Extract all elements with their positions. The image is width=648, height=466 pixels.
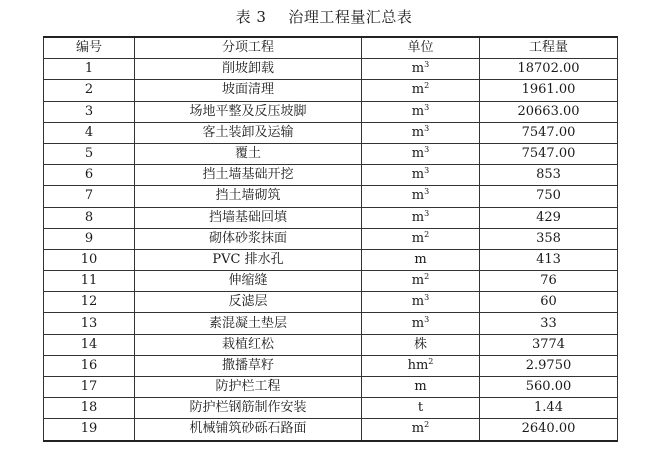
table-row bbox=[44, 59, 618, 80]
cell-item: 削坡卸载 bbox=[135, 59, 362, 80]
cell-no: 13 bbox=[44, 313, 135, 334]
table-title: 治理工程量汇总表 bbox=[288, 8, 413, 26]
unit-base: m bbox=[411, 61, 425, 77]
cell-quantity: 750 bbox=[480, 186, 618, 207]
cell-quantity: 20663.00 bbox=[480, 101, 618, 122]
table-caption bbox=[0, 6, 648, 28]
cell-quantity: 429 bbox=[480, 207, 618, 228]
header-row bbox=[44, 37, 618, 59]
cell-no: 18 bbox=[44, 398, 135, 419]
cell-unit bbox=[362, 59, 480, 80]
table-row bbox=[44, 80, 618, 101]
cell-unit bbox=[362, 80, 480, 101]
unit-exponent: 3 bbox=[424, 60, 430, 70]
cell-no: 3 bbox=[44, 101, 135, 122]
unit-base: m bbox=[411, 167, 425, 183]
table-row bbox=[44, 143, 618, 164]
unit-exponent: 3 bbox=[424, 314, 430, 324]
cell-unit bbox=[362, 313, 480, 334]
unit-base: m bbox=[411, 294, 425, 310]
unit-base: m bbox=[411, 188, 425, 204]
cell-no: 12 bbox=[44, 292, 135, 313]
header-no: 编号 bbox=[44, 37, 135, 59]
unit-base: m bbox=[414, 379, 427, 395]
header-unit: 单位 bbox=[362, 37, 480, 59]
cell-unit bbox=[362, 143, 480, 164]
table-row bbox=[44, 355, 618, 376]
table-row bbox=[44, 271, 618, 292]
cell-no: 8 bbox=[44, 207, 135, 228]
cell-unit bbox=[362, 377, 480, 398]
table-row bbox=[44, 334, 618, 355]
table-row bbox=[44, 186, 618, 207]
cell-unit bbox=[362, 419, 480, 441]
cell-unit bbox=[362, 398, 480, 419]
cell-item: 挡土墙砌筑 bbox=[135, 186, 362, 207]
cell-no: 10 bbox=[44, 249, 135, 270]
cell-item: 挡土墙基础开挖 bbox=[135, 165, 362, 186]
unit-exponent: 3 bbox=[424, 102, 430, 112]
unit-base: m bbox=[411, 146, 425, 162]
cell-unit bbox=[362, 101, 480, 122]
cell-unit bbox=[362, 122, 480, 143]
cell-no: 9 bbox=[44, 228, 135, 249]
unit-exponent: 3 bbox=[424, 293, 430, 303]
unit-exponent: 2 bbox=[424, 420, 430, 430]
unit-exponent: 3 bbox=[424, 166, 430, 176]
cell-item: 场地平整及反压坡脚 bbox=[135, 101, 362, 122]
table-row bbox=[44, 377, 618, 398]
cell-no: 6 bbox=[44, 165, 135, 186]
cell-unit bbox=[362, 292, 480, 313]
cell-no: 2 bbox=[44, 80, 135, 101]
unit-base: m bbox=[411, 273, 425, 289]
cell-quantity: 1.44 bbox=[480, 398, 618, 419]
cell-unit bbox=[362, 186, 480, 207]
unit-base: t bbox=[417, 400, 424, 416]
cell-item: 挡墙基础回填 bbox=[135, 207, 362, 228]
cell-item: 栽植红松 bbox=[135, 334, 362, 355]
cell-quantity: 2640.00 bbox=[480, 419, 618, 441]
unit-base: m bbox=[411, 124, 425, 140]
table-row bbox=[44, 101, 618, 122]
cell-item: 反滤层 bbox=[135, 292, 362, 313]
unit-base: m bbox=[411, 315, 425, 331]
unit-exponent: 2 bbox=[424, 81, 430, 91]
cell-quantity: 560.00 bbox=[480, 377, 618, 398]
cell-quantity: 7547.00 bbox=[480, 143, 618, 164]
cell-item: 防护栏工程 bbox=[135, 377, 362, 398]
header-item: 分项工程 bbox=[135, 37, 362, 59]
cell-unit bbox=[362, 355, 480, 376]
table-row bbox=[44, 292, 618, 313]
cell-unit bbox=[362, 334, 480, 355]
cell-quantity: 358 bbox=[480, 228, 618, 249]
cell-quantity: 7547.00 bbox=[480, 122, 618, 143]
table-row bbox=[44, 249, 618, 270]
unit-base: m bbox=[414, 251, 427, 267]
unit-exponent: 2 bbox=[428, 356, 434, 366]
cell-no: 5 bbox=[44, 143, 135, 164]
cell-quantity: 76 bbox=[480, 271, 618, 292]
unit-base: m bbox=[411, 209, 425, 225]
cell-unit bbox=[362, 271, 480, 292]
unit-exponent: 3 bbox=[424, 187, 430, 197]
cell-unit bbox=[362, 249, 480, 270]
unit-exponent: 2 bbox=[424, 229, 430, 239]
table-number: 表 3 bbox=[235, 8, 267, 26]
cell-no: 17 bbox=[44, 377, 135, 398]
cell-no: 11 bbox=[44, 271, 135, 292]
cell-quantity: 3774 bbox=[480, 334, 618, 355]
cell-no: 16 bbox=[44, 355, 135, 376]
unit-base: m bbox=[411, 421, 425, 437]
table-row bbox=[44, 165, 618, 186]
cell-quantity: 60 bbox=[480, 292, 618, 313]
cell-no: 7 bbox=[44, 186, 135, 207]
table-row bbox=[44, 313, 618, 334]
table-row bbox=[44, 207, 618, 228]
header-quantity: 工程量 bbox=[480, 37, 618, 59]
cell-quantity: 853 bbox=[480, 165, 618, 186]
unit-exponent: 3 bbox=[424, 208, 430, 218]
cell-item: 客土装卸及运输 bbox=[135, 122, 362, 143]
cell-item: 伸缩缝 bbox=[135, 271, 362, 292]
cell-unit bbox=[362, 228, 480, 249]
cell-quantity: 2.9750 bbox=[480, 355, 618, 376]
cell-item: 坡面清理 bbox=[135, 80, 362, 101]
cell-item: 素混凝土垫层 bbox=[135, 313, 362, 334]
table-row bbox=[44, 419, 618, 441]
cell-quantity: 33 bbox=[480, 313, 618, 334]
cell-item: 防护栏钢筋制作安装 bbox=[135, 398, 362, 419]
cell-quantity: 413 bbox=[480, 249, 618, 270]
cell-item: 机械铺筑砂砾石路面 bbox=[135, 419, 362, 441]
cell-quantity: 18702.00 bbox=[480, 59, 618, 80]
cell-no: 19 bbox=[44, 419, 135, 441]
cell-item: PVC 排水孔 bbox=[135, 249, 362, 270]
cell-unit bbox=[362, 165, 480, 186]
cell-no: 14 bbox=[44, 334, 135, 355]
table-row bbox=[44, 228, 618, 249]
table-row bbox=[44, 122, 618, 143]
cell-unit bbox=[362, 207, 480, 228]
cell-item: 砌体砂浆抹面 bbox=[135, 228, 362, 249]
unit-exponent: 3 bbox=[424, 123, 430, 133]
unit-base: m bbox=[411, 82, 425, 98]
table-row bbox=[44, 398, 618, 419]
unit-exponent: 3 bbox=[424, 145, 430, 155]
unit-base: 株 bbox=[413, 336, 427, 352]
quantity-table bbox=[43, 36, 618, 442]
unit-exponent: 2 bbox=[424, 272, 430, 282]
unit-base: m bbox=[411, 103, 425, 119]
table-body bbox=[44, 59, 618, 441]
cell-item: 覆土 bbox=[135, 143, 362, 164]
cell-no: 1 bbox=[44, 59, 135, 80]
cell-no: 4 bbox=[44, 122, 135, 143]
cell-quantity: 1961.00 bbox=[480, 80, 618, 101]
cell-item: 撒播草籽 bbox=[135, 355, 362, 376]
unit-base: hm bbox=[407, 357, 429, 373]
unit-base: m bbox=[411, 230, 425, 246]
